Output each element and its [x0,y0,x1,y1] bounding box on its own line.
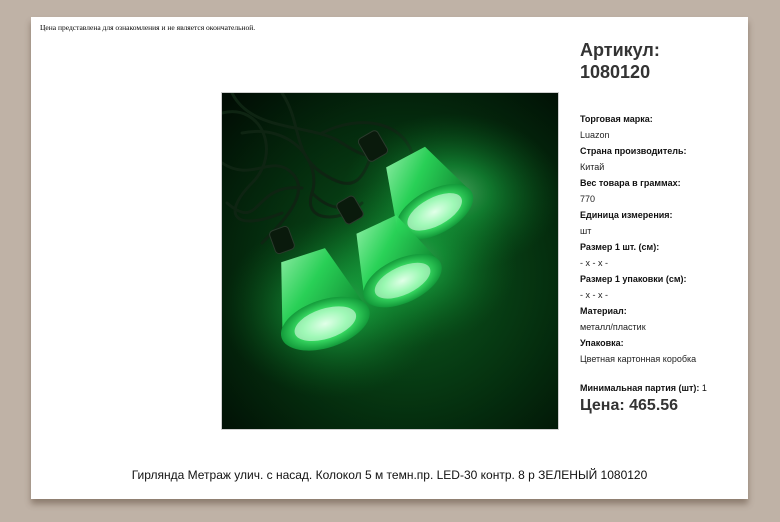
min-order-value: 1 [701,383,707,393]
spec-value-packaging: Цветная картонная коробка [580,354,697,364]
price-disclaimer: Цена представлена для ознакомления и не является окончательной. [40,23,256,32]
spec-value-unit: шт [580,226,592,236]
spec-label-material: Материал: [580,306,627,316]
spec-label-packaging: Упаковка: [580,338,624,348]
spec-label-weight: Вес товара в граммах: [580,178,681,188]
spec-value-weight: 770 [580,194,596,204]
spec-value-material: металл/пластик [580,322,646,332]
spec-value-item-size: - x - x - [580,258,608,268]
spec-label-country: Страна производитель: [580,146,687,156]
spec-label-package-size: Размер 1 упаковки (см): [580,274,687,284]
articul-label: Артикул: [580,40,660,60]
min-order-label: Минимальная партия (шт): [580,383,700,393]
price [580,397,740,415]
product-photo [221,92,559,430]
product-card [31,17,748,499]
articul-heading [580,39,740,83]
spec-list [580,111,740,367]
product-info-panel [580,39,740,415]
spec-label-brand: Торговая марка: [580,114,653,124]
spec-label-unit: Единица измерения: [580,210,673,220]
spec-label-item-size: Размер 1 шт. (см): [580,242,660,252]
product-title: Гирлянда Метраж улич. с насад. Колокол 5 м темн.пр. LED-30 контр. 8 р ЗЕЛЕНЫЙ 1080120 [131,468,648,482]
spec-value-country: Китай [580,162,605,172]
spec-value-package-size: - x - x - [580,290,608,300]
price-label: Цена: [580,397,625,414]
price-value: 465.56 [629,397,679,414]
led-garland-image [222,93,558,429]
min-order-quantity [580,383,740,393]
spec-value-brand: Luazon [580,130,610,140]
articul-number: 1080120 [580,62,651,82]
